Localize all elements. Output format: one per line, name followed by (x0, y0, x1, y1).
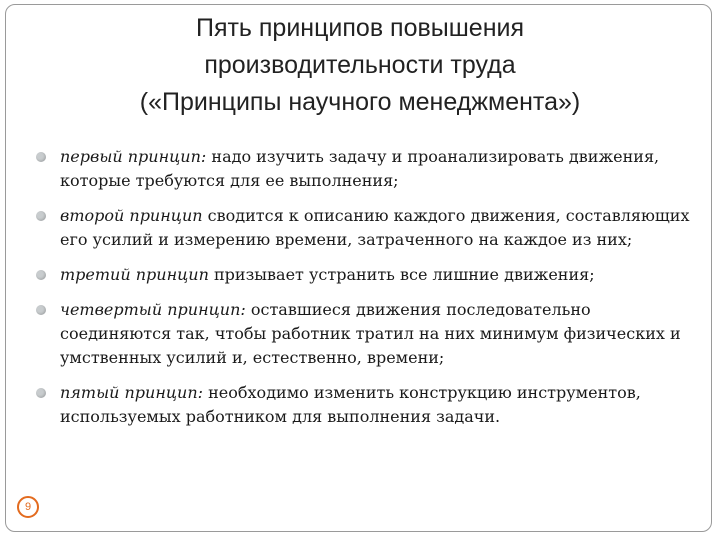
title-line-3: («Принципы научного менеджмента») (139, 88, 581, 116)
principle-item-3 (32, 263, 702, 287)
principle-term: пятый принцип: (60, 383, 204, 402)
slide-title (40, 10, 680, 121)
bullet-icon (36, 211, 46, 221)
title-line-1: Пять принципов повышения (195, 14, 525, 42)
principles-list (32, 145, 702, 440)
bullet-icon (36, 270, 46, 280)
principle-text: надо изучить задачу и проанализировать движения, которые требуются для ее выполнения; (60, 147, 660, 190)
principle-item-1 (32, 145, 702, 193)
principle-text: необходимо изменить конструкцию инструментов, используемых работником для выполнения задачи. (60, 383, 641, 426)
principle-text: сводится к описанию каждого движения, составляющих его усилий и измерению времени, затраченного на каждое из них; (60, 206, 690, 249)
principle-item-2 (32, 204, 702, 252)
title-line-2: производительности труда (204, 51, 516, 79)
principle-item-5 (32, 381, 702, 429)
page-number-badge: 9 (17, 496, 39, 518)
bullet-icon (36, 305, 46, 315)
principle-item-4 (32, 298, 702, 370)
principle-text: призывает устранить все лишние движения; (208, 265, 595, 284)
bullet-icon (36, 152, 46, 162)
principle-term: первый принцип: (60, 147, 207, 166)
principle-term: третий принцип (60, 265, 209, 284)
principle-term: четвертый принцип: (60, 300, 246, 319)
bullet-icon (36, 388, 46, 398)
principle-text: оставшиеся движения последовательно соединяются так, чтобы работник тратил на них минимум физических и умственных усилий и, естественно, времени; (60, 300, 681, 367)
principle-term: второй принцип (60, 206, 203, 225)
